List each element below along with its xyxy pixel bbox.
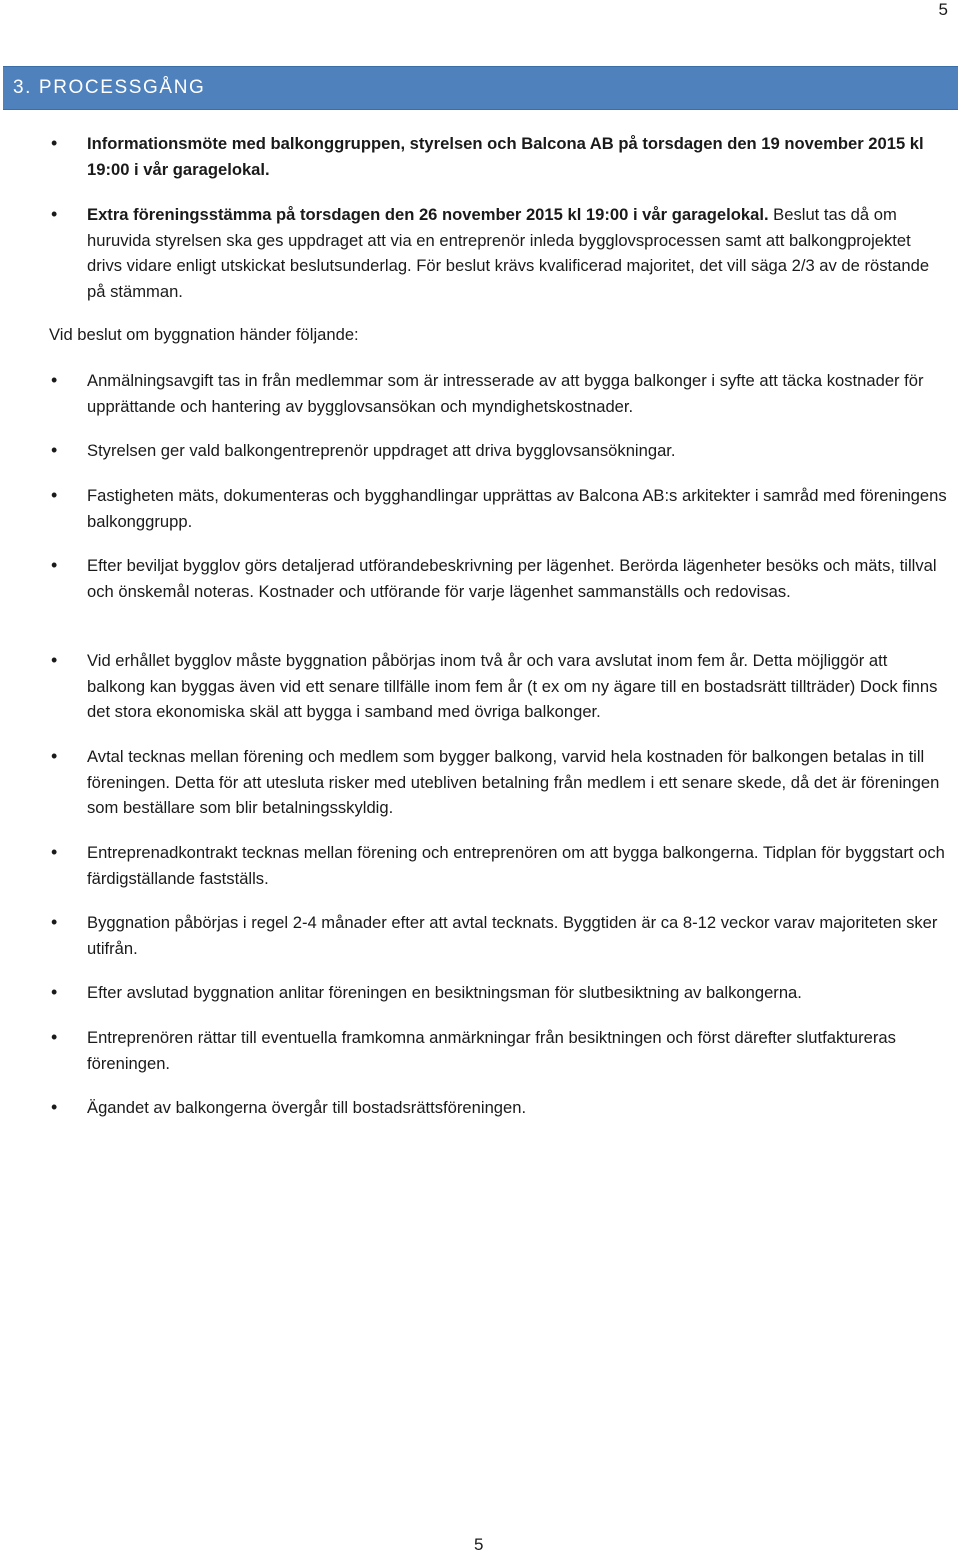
bullet-icon: • bbox=[51, 1027, 58, 1047]
list-item-text: Ägandet av balkongerna övergår till bostadsrättsföreningen. bbox=[87, 1098, 527, 1117]
normal-text: Beslut tas då om huruvida styrelsen ska ges uppdraget att via en entreprenör inleda bygglovsprocessen samt att balkongprojektet drivs vidare enligt utskickat beslutsunderlag. För beslut krävs kvalificerad majoritet, det vill säga 2/3 av de röstande på stämman. bbox=[87, 205, 930, 301]
list-item-text: Vid erhållet bygglov måste byggnation påbörjas inom två år och vara avslutat inom fem år. Detta möjliggör att balkong kan byggas även vid ett senare tillfälle inom fem år (t ex om ny ägare till en bostadsrätt tillträder) Dock finns det stora ekonomiska skäl att bygga i samband med övriga balkonger. bbox=[87, 651, 938, 721]
bullet-icon: • bbox=[51, 982, 58, 1002]
list-item-text: Avtal tecknas mellan förening och medlem som bygger balkong, varvid hela kostnaden för balkongen betalas in till föreningen. Detta för att utesluta risker med utebliven betalning från medlem i ett senare skede, då det är föreningen som beställare som blir betalningsskyldig. bbox=[87, 747, 940, 817]
list-item-text: Byggnation påbörjas i regel 2-4 månader efter att avtal tecknats. Byggtiden är ca 8-12 veckor varav majoriteten sker utifrån. bbox=[87, 913, 938, 958]
bold-text: Informationsmöte med balkonggruppen, styrelsen och Balcona AB på torsdagen den 19 november 2015 kl 19:00 i vår garagelokal. bbox=[87, 134, 924, 179]
list-item-text bbox=[87, 202, 949, 304]
list-item-text: Efter avslutad byggnation anlitar föreningen en besiktningsman för slutbesiktning av balkongerna. bbox=[87, 983, 802, 1002]
bullet-icon: • bbox=[51, 370, 58, 390]
bullet-icon: • bbox=[51, 912, 58, 932]
bullet-icon: • bbox=[51, 1097, 58, 1117]
bold-text: Extra föreningsstämma på torsdagen den 26 november 2015 kl 19:00 i vår garagelokal. bbox=[87, 205, 769, 224]
list-item-text: Entreprenadkontrakt tecknas mellan förening och entreprenören om att bygga balkongerna. Tidplan för byggstart och färdigställande fastställs. bbox=[87, 843, 945, 888]
list-item-text: Anmälningsavgift tas in från medlemmar som är intresserade av att bygga balkonger i syfte att täcka kostnader för upprättande och hantering av bygglovsansökan och myndighetskostnader. bbox=[87, 371, 924, 416]
list-item-text: Fastigheten mäts, dokumenteras och bygghandlingar upprättas av Balcona AB:s arkitekter i samråd med föreningens balkonggrupp. bbox=[87, 486, 947, 531]
decision-heading: Vid beslut om byggnation händer följande: bbox=[49, 325, 359, 344]
list-item-text: Entreprenören rättar till eventuella framkomna anmärkningar från besiktningen och först därefter slutfaktureras föreningen. bbox=[87, 1028, 896, 1073]
bullet-icon: • bbox=[51, 746, 58, 766]
page-number-bottom: 5 bbox=[474, 1535, 484, 1554]
list-item-text: Styrelsen ger vald balkongentreprenör uppdraget att driva bygglovsansökningar. bbox=[87, 441, 676, 460]
bullet-icon: • bbox=[51, 650, 58, 670]
bullet-icon: • bbox=[51, 555, 58, 575]
list-item-text: Efter beviljat bygglov görs detaljerad utförandebeskrivning per lägenhet. Berörda lägenheter besöks och mäts, tillval och önskemål noteras. Kostnader och utförande för varje lägenhet sammanställs och redovisas. bbox=[87, 556, 937, 601]
page-number-top: 5 bbox=[938, 0, 948, 19]
bullet-icon: • bbox=[51, 485, 58, 505]
bullet-icon: • bbox=[51, 133, 58, 153]
section-title: 3. PROCESSGÅNG bbox=[13, 77, 206, 98]
bullet-icon: • bbox=[51, 440, 58, 460]
bullet-icon: • bbox=[51, 842, 58, 862]
section-header bbox=[3, 66, 958, 110]
bullet-icon: • bbox=[51, 204, 58, 224]
list-item-text bbox=[87, 131, 949, 182]
